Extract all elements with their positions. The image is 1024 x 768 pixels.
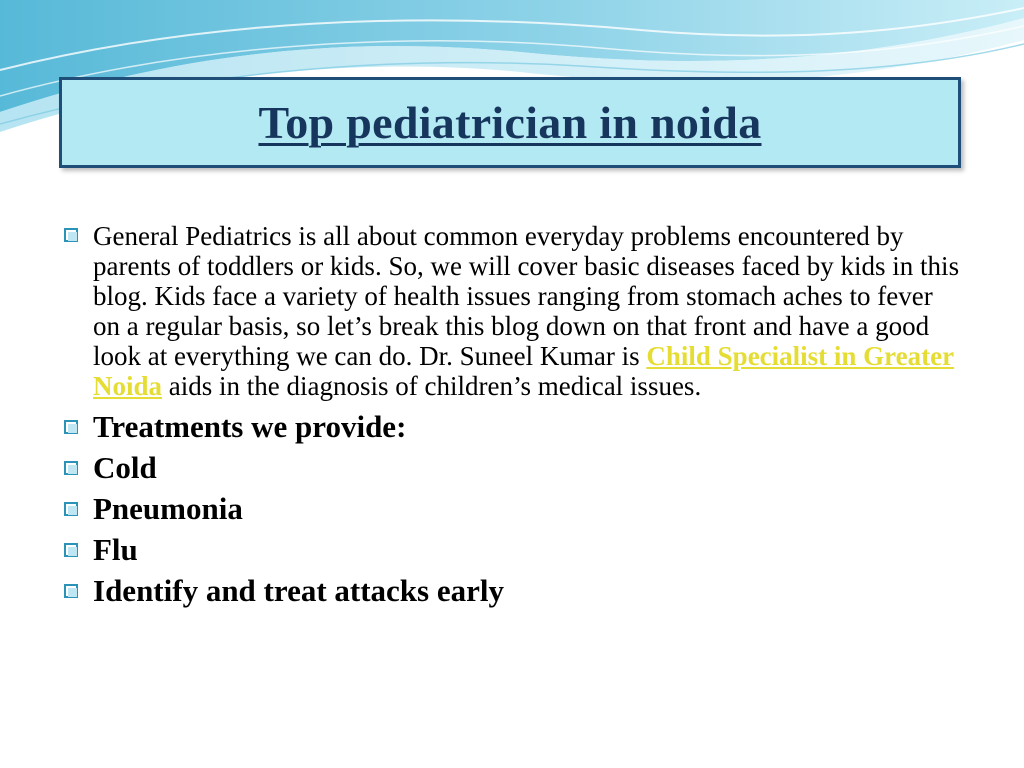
list-item-text: Cold [93, 450, 157, 485]
square-bullet-icon [64, 543, 78, 557]
paragraph-text-after-link: aids in the diagnosis of children’s medical issues. [162, 371, 702, 401]
list-item [62, 492, 962, 525]
intro-paragraph [62, 221, 962, 401]
square-bullet-icon [64, 502, 78, 516]
paragraph-text-before-link: General Pediatrics is all about common everyday problems encountered by parents of toddlers or kids. So, we will cover basic diseases faced by kids in this blog. Kids face a variety of health issues ranging from stomach aches to fever on a regular basis, so let’s break this blog down on that front and have a good look at everything we can do. Dr. Suneel Kumar is [93, 221, 960, 371]
content-area [62, 221, 962, 615]
list-item-text: Pneumonia [93, 491, 243, 526]
list-item [62, 451, 962, 484]
list-item [62, 574, 962, 607]
title-box [59, 77, 961, 168]
slide-title: Top pediatrician in noida [258, 97, 762, 148]
square-bullet-icon [64, 461, 78, 475]
list-item [62, 533, 962, 566]
list-heading-text: Treatments we provide: [93, 409, 407, 444]
list-item-text: Flu [93, 532, 138, 567]
list-item-text: Identify and treat attacks early [93, 573, 504, 608]
list-heading [62, 410, 962, 443]
square-bullet-icon [64, 420, 78, 434]
square-bullet-icon [64, 584, 78, 598]
square-bullet-icon [64, 228, 78, 242]
child-specialist-link[interactable]: Child Specialist in Greater Noida [93, 341, 955, 401]
